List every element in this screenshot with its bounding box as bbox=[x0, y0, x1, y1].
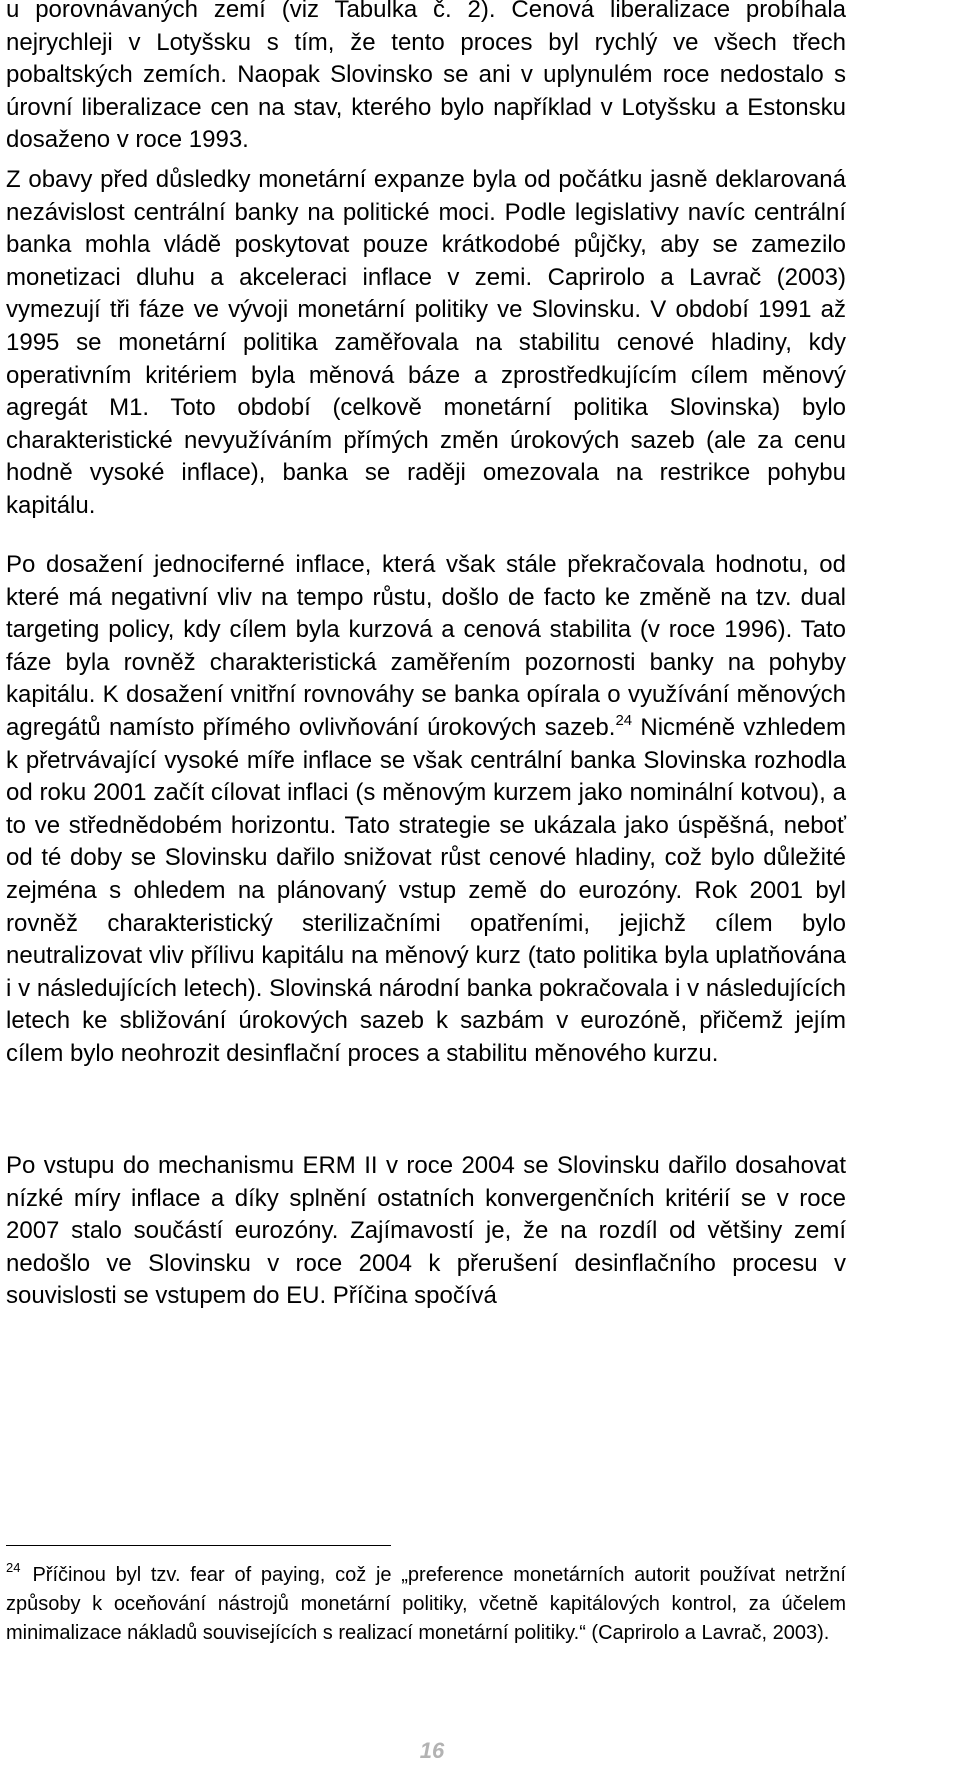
paragraph-text-after-footnote: Nicméně vzhledem k přetrvávající vysoké míře inflace se však centrální banka Slovinska rozhodla od roku 2001 začít cílovat inflaci (s měnovým kurzem jako nominální kotvou), a to ve střednědobém horizontu. Tato strategie se ukázala jako úspěšná, neboť od té doby se Slovinsku dařilo snižovat růst cenové hladiny, což bylo důležité zejména s ohledem na plánovaný vstup země do eurozóny. Rok 2001 byl rovněž charakteristický sterilizačními opatřeními, jejichž cílem bylo neutralizovat vliv přílivu kapitálu na měnový kurz (tato politika byla uplatňována i v následujících letech). Slovinská národní banka pokračovala i v následujících letech ke sbližování úrokových sazeb k sazbám v eurozóně, přičemž jejím cílem bylo neohrozit desinflační proces a stabilitu měnového kurzu. bbox=[6, 713, 847, 1067]
footnote-separator bbox=[6, 1545, 391, 1546]
footnote bbox=[6, 1561, 846, 1648]
footnote-number: 24 bbox=[6, 1560, 21, 1575]
footnote-text: Příčinou byl tzv. fear of paying, což je „preference monetárních autorit používat netržní způsoby k oceňování nástrojů monetární politiky, včetně kapitálových kontrol, za účelem minimalizace nákladů souvisejících s realizací monetární politiky.“ (Caprirolo a Lavrač, 2003). bbox=[6, 1564, 846, 1644]
paragraph-dual-targeting bbox=[6, 549, 846, 1071]
paragraph-erm-ii: Po vstupu do mechanismu ERM II v roce 2004 se Slovinsku dařilo dosahovat nízké míry inflace a díky splnění ostatních konvergenčních kritérií se v roce 2007 stalo součástí eurozóny. Zajímavostí je, že na rozdíl od většiny zemí nedošlo ve Slovinsku v roce 2004 k přerušení desinflačního procesu v souvislosti se vstupem do EU. Příčina spočívá bbox=[6, 1152, 846, 1310]
paragraph-central-bank-independence: Z obavy před důsledky monetární expanze byla od počátku jasně deklarovaná nezávislost centrální banky na politické moci. Podle legislativy navíc centrální banka mohla vládě poskytovat pouze krátkodobé půjčky, aby se zamezilo monetizaci dluhu a akceleraci inflace v zemi. Caprirolo a Lavrač (2003) vymezují tři fáze ve vývoji monetární politiky ve Slovinsku. V období 1991 až 1995 se monetární politika zaměřovala na stabilitu cenové hladiny, kdy operativním kritériem byla měnová báze a zprostředkujícím cílem měnový agregát M1. Toto období (celkově monetární politika Slovinska) bylo charakteristické nevyužíváním přímých změn úrokových sazeb (ale za cenu hodně vysoké inflace), banka se raději omezovala na restrikce pohybu kapitálu. bbox=[6, 166, 846, 519]
footnote-reference[interactable]: 24 bbox=[615, 711, 633, 729]
paragraph-text-before-footnote: Po dosažení jednociferné inflace, která však stále překračovala hodnotu, od které má negativní vliv na tempo růstu, došlo de facto ke změně na tzv. dual targeting policy, kdy cílem byla kurzová a cenová stabilita (v roce 1996). Tato fáze byla rovněž charakteristická zaměřením pozornosti banky na pohyby kapitálu. K dosažení vnitřní rovnováhy se banka opírala o využívání měnových agregátů namísto přímého ovlivňování úrokových sazeb. bbox=[6, 551, 846, 741]
page-number: 16 bbox=[419, 1738, 445, 1763]
paragraph-price-liberalization: u porovnávaných zemí (viz Tabulka č. 2). Cenová liberalizace probíhala nejrychleji v Lotyšsku s tím, že tento proces byl rychlý ve všech třech pobaltských zemích. Naopak Slovinsko se ani v uplynulém roce nedostalo s úrovní liberalizace cen na stav, kterého bylo například v Lotyšsku a Estonsku dosaženo v roce 1993. bbox=[6, 0, 846, 154]
